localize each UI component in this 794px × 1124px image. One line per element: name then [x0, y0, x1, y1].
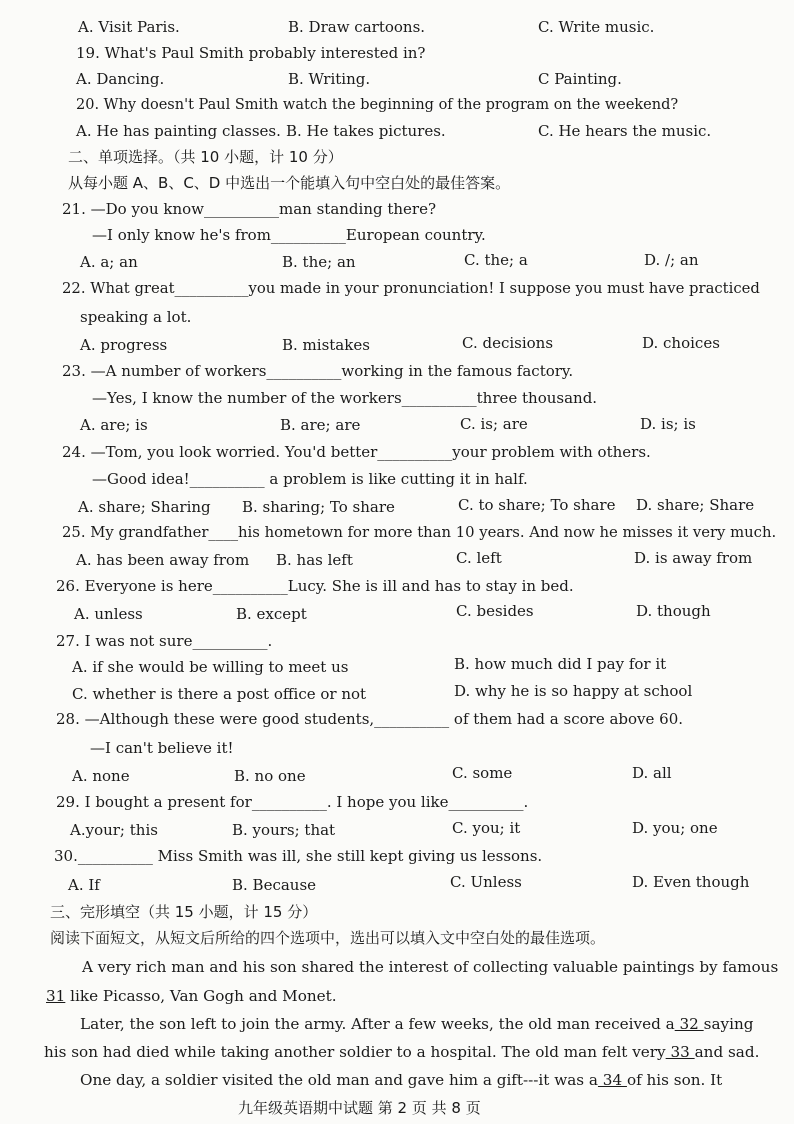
q23-option-b: B. are; are	[280, 416, 361, 434]
passage-p3-line-1-pre: One day, a soldier visited the old man and gave him a gift---it was a	[80, 1071, 598, 1089]
q25-option-a: A. has been away from	[76, 551, 250, 569]
q18-option-a: A. Visit Paris.	[78, 18, 180, 36]
q23-option-d: D. is; is	[640, 415, 696, 433]
q23-option-a: A. are; is	[80, 416, 148, 434]
q26-option-b: B. except	[236, 605, 307, 623]
q19-option-b: B. Writing.	[288, 70, 371, 88]
q30-option-b: B. Because	[232, 876, 317, 894]
passage-p1-line-2	[46, 986, 337, 1006]
q30-option-c: C. Unless	[450, 873, 522, 891]
q30-option-d: D. Even though	[632, 873, 750, 891]
q29-option-c: C. you; it	[452, 819, 521, 837]
q28-line-2: —I can't believe it!	[90, 739, 234, 757]
q24-option-b: B. sharing; To share	[242, 498, 395, 516]
blank-31: 31	[46, 987, 66, 1005]
q25-line-1: 25. My grandfather____his hometown for more than 10 years. And now he misses it very much.	[62, 524, 777, 541]
passage-p2-line-2-post: and sad.	[694, 1043, 760, 1061]
q20-option-a: A. He has painting classes.	[76, 122, 281, 140]
section-2-instruction: 从每小题 A、B、C、D 中选出一个能填入句中空白处的最佳答案。	[68, 174, 511, 192]
q27-option-d: D. why he is so happy at school	[454, 682, 693, 700]
q24-option-c: C. to share; To share	[458, 496, 616, 514]
q22-option-c: C. decisions	[462, 334, 554, 352]
q24-line-2: —Good idea!__________ a problem is like cutting it in half.	[92, 470, 528, 488]
passage-p2-line-1-pre: Later, the son left to join the army. After a few weeks, the old man received a	[80, 1015, 675, 1033]
section-3-instruction: 阅读下面短文，从短文后所给的四个选项中，选出可以填入文中空白处的最佳选项。	[50, 929, 606, 947]
q24-line-1: 24. —Tom, you look worried. You'd better__________your problem with others.	[62, 443, 651, 461]
q26-option-a: A. unless	[74, 605, 143, 623]
passage-p2-line-2	[44, 1042, 759, 1062]
passage-p3-line-1-post: of his son. It	[626, 1071, 723, 1089]
q21-line-2: —I only know he's from__________European country.	[92, 226, 486, 244]
q21-option-a: A. a; an	[80, 253, 138, 271]
q28-option-b: B. no one	[234, 767, 306, 785]
q22-option-a: A. progress	[80, 336, 168, 354]
q21-line-1: 21. —Do you know__________man standing there?	[62, 200, 437, 218]
blank-32: 32	[674, 1015, 704, 1033]
q22-line-1: 22. What great__________you made in your pronunciation! I suppose you must have practiced	[62, 280, 760, 297]
q22-option-b: B. mistakes	[282, 336, 370, 354]
q29-option-b: B. yours; that	[232, 821, 336, 839]
q28-option-c: C. some	[452, 764, 513, 782]
passage-p1-line-2-text: like Picasso, Van Gogh and Monet.	[65, 987, 337, 1005]
q18-option-c: C. Write music.	[538, 18, 655, 36]
q29-line-1: 29. I bought a present for__________. I hope you like__________.	[56, 793, 529, 811]
q24-option-d: D. share; Share	[636, 496, 755, 514]
q22-option-d: D. choices	[642, 334, 720, 352]
q30-option-a: A. If	[68, 876, 100, 894]
q28-line-1: 28. —Although these were good students,__________ of them had a score above 60.	[56, 710, 684, 728]
q19-option-a: A. Dancing.	[76, 70, 165, 88]
q27-line-1: 27. I was not sure__________.	[56, 632, 273, 650]
passage-p1-line-1: A very rich man and his son shared the interest of collecting valuable paintings by famous	[82, 958, 779, 976]
q20-option-b: B. He takes pictures.	[286, 122, 446, 140]
q26-line-1: 26. Everyone is here__________Lucy. She is ill and has to stay in bed.	[56, 577, 574, 595]
q27-option-a: A. if she would be willing to meet us	[72, 658, 349, 676]
passage-p2-line-1-post: saying	[703, 1015, 754, 1033]
passage-p2-line-1	[80, 1014, 753, 1034]
q21-option-c: C. the; a	[464, 251, 528, 269]
passage-p2-line-2-pre: his son had died while taking another soldier to a hospital. The old man felt very	[44, 1043, 666, 1061]
q27-option-b: B. how much did I pay for it	[454, 655, 667, 673]
q25-option-b: B. has left	[276, 551, 353, 569]
q22-line-2: speaking a lot.	[80, 308, 192, 326]
q25-option-c: C. left	[456, 549, 502, 567]
q29-option-a: A.your; this	[70, 821, 158, 839]
q26-option-c: C. besides	[456, 602, 534, 620]
q20-option-c: C. He hears the music.	[538, 122, 712, 140]
passage-p3-line-1	[80, 1070, 722, 1090]
section-2-title: 二、单项选择。（共 10 小题，计 10 分）	[68, 148, 343, 166]
q21-option-d: D. /; an	[644, 251, 699, 269]
section-3-title: 三、完形填空（共 15 小题，计 15 分）	[50, 903, 318, 921]
q18-option-b: B. Draw cartoons.	[288, 18, 426, 36]
blank-34: 34	[597, 1071, 627, 1089]
q27-option-c: C. whether is there a post office or not	[72, 685, 367, 703]
q29-option-d: D. you; one	[632, 819, 718, 837]
q19-option-c: C Painting.	[538, 70, 622, 88]
q23-line-1: 23. —A number of workers__________working in the famous factory.	[62, 362, 574, 380]
q28-option-d: D. all	[632, 764, 672, 782]
q30-line-1: 30.__________ Miss Smith was ill, she still kept giving us lessons.	[54, 847, 543, 865]
q26-option-d: D. though	[636, 602, 711, 620]
q25-option-d: D. is away from	[634, 549, 753, 567]
q24-option-a: A. share; Sharing	[78, 498, 211, 516]
q21-option-b: B. the; an	[282, 253, 356, 271]
q23-option-c: C. is; are	[460, 415, 528, 433]
q28-option-a: A. none	[72, 767, 130, 785]
blank-33: 33	[665, 1043, 695, 1061]
page-footer: 九年级英语期中试题 第 2 页 共 8 页	[238, 1099, 481, 1117]
q20-stem: 20. Why doesn't Paul Smith watch the beginning of the program on the weekend?	[76, 97, 679, 113]
q19-stem: 19. What's Paul Smith probably interested in?	[76, 44, 426, 62]
q23-line-2: —Yes, I know the number of the workers__________three thousand.	[92, 389, 598, 407]
